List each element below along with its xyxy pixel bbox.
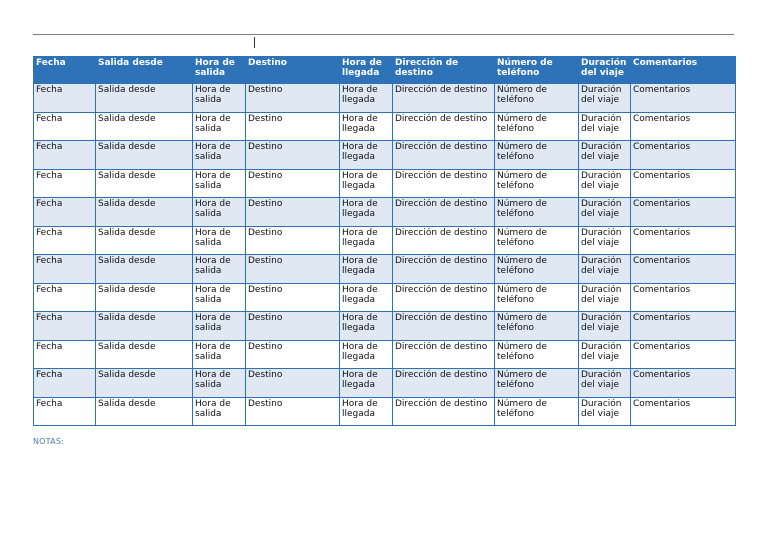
table-row[interactable] <box>34 283 736 312</box>
text-cursor <box>254 37 255 48</box>
cell-duracion-del-viaje[interactable]: Duración del viaje <box>579 397 631 426</box>
header-duracion-del-viaje: Duración del viaje <box>579 57 631 84</box>
cell-comentarios[interactable]: Comentarios <box>631 369 736 398</box>
table-row[interactable] <box>34 255 736 284</box>
cell-fecha[interactable]: Fecha <box>34 169 96 198</box>
cell-hora-de-salida[interactable]: Hora de salida <box>193 312 246 341</box>
cell-direccion-de-destino[interactable]: Dirección de destino <box>393 141 495 170</box>
cell-salida-desde[interactable]: Salida desde <box>96 369 193 398</box>
cell-destino[interactable]: Destino <box>246 369 340 398</box>
header-numero-de-telefono: Número de teléfono <box>495 57 579 84</box>
cell-duracion-del-viaje[interactable]: Duración del viaje <box>579 226 631 255</box>
table-row[interactable] <box>34 169 736 198</box>
cell-hora-de-llegada[interactable]: Hora de llegada <box>340 312 393 341</box>
table-row[interactable] <box>34 369 736 398</box>
cell-duracion-del-viaje[interactable]: Duración del viaje <box>579 169 631 198</box>
cell-fecha[interactable]: Fecha <box>34 226 96 255</box>
cell-comentarios[interactable]: Comentarios <box>631 340 736 369</box>
header-direccion-de-destino: Dirección de destino <box>393 57 495 84</box>
header-destino: Destino <box>246 57 340 84</box>
cell-numero-de-telefono[interactable]: Número de teléfono <box>495 255 579 284</box>
cell-hora-de-llegada[interactable]: Hora de llegada <box>340 283 393 312</box>
cell-salida-desde[interactable]: Salida desde <box>96 283 193 312</box>
cell-hora-de-llegada[interactable]: Hora de llegada <box>340 340 393 369</box>
cell-comentarios[interactable]: Comentarios <box>631 141 736 170</box>
cell-duracion-del-viaje[interactable]: Duración del viaje <box>579 283 631 312</box>
cell-destino[interactable]: Destino <box>246 84 340 113</box>
cell-comentarios[interactable]: Comentarios <box>631 312 736 341</box>
cell-hora-de-salida[interactable]: Hora de salida <box>193 397 246 426</box>
cell-destino[interactable]: Destino <box>246 226 340 255</box>
cell-numero-de-telefono[interactable]: Número de teléfono <box>495 397 579 426</box>
cell-hora-de-salida[interactable]: Hora de salida <box>193 255 246 284</box>
table-row[interactable] <box>34 226 736 255</box>
cell-hora-de-llegada[interactable]: Hora de llegada <box>340 226 393 255</box>
cell-destino[interactable]: Destino <box>246 283 340 312</box>
cell-destino[interactable]: Destino <box>246 112 340 141</box>
cell-duracion-del-viaje[interactable]: Duración del viaje <box>579 369 631 398</box>
cell-direccion-de-destino[interactable]: Dirección de destino <box>393 312 495 341</box>
cell-salida-desde[interactable]: Salida desde <box>96 312 193 341</box>
cell-fecha[interactable]: Fecha <box>34 112 96 141</box>
cell-fecha[interactable]: Fecha <box>34 255 96 284</box>
cell-hora-de-salida[interactable]: Hora de salida <box>193 369 246 398</box>
cell-direccion-de-destino[interactable]: Dirección de destino <box>393 198 495 227</box>
cell-hora-de-salida[interactable]: Hora de salida <box>193 198 246 227</box>
cell-hora-de-llegada[interactable]: Hora de llegada <box>340 397 393 426</box>
cell-fecha[interactable]: Fecha <box>34 283 96 312</box>
itinerary-table <box>33 56 736 426</box>
cell-numero-de-telefono[interactable]: Número de teléfono <box>495 169 579 198</box>
cell-destino[interactable]: Destino <box>246 141 340 170</box>
cell-hora-de-salida[interactable]: Hora de salida <box>193 141 246 170</box>
header-salida-desde: Salida desde <box>96 57 193 84</box>
cell-hora-de-llegada[interactable]: Hora de llegada <box>340 112 393 141</box>
cell-direccion-de-destino[interactable]: Dirección de destino <box>393 340 495 369</box>
header-hora-de-llegada: Hora de llegada <box>340 57 393 84</box>
cell-salida-desde[interactable]: Salida desde <box>96 340 193 369</box>
cell-salida-desde[interactable]: Salida desde <box>96 226 193 255</box>
cell-direccion-de-destino[interactable]: Dirección de destino <box>393 226 495 255</box>
table-row[interactable] <box>34 84 736 113</box>
header-comentarios: Comentarios <box>631 57 736 84</box>
cell-duracion-del-viaje[interactable]: Duración del viaje <box>579 312 631 341</box>
header-rule <box>33 34 734 35</box>
cell-comentarios[interactable]: Comentarios <box>631 84 736 113</box>
cell-numero-de-telefono[interactable]: Número de teléfono <box>495 226 579 255</box>
cell-hora-de-llegada[interactable]: Hora de llegada <box>340 169 393 198</box>
cell-salida-desde[interactable]: Salida desde <box>96 169 193 198</box>
cell-numero-de-telefono[interactable]: Número de teléfono <box>495 283 579 312</box>
cell-hora-de-llegada[interactable]: Hora de llegada <box>340 198 393 227</box>
cell-direccion-de-destino[interactable]: Dirección de destino <box>393 255 495 284</box>
cell-hora-de-llegada[interactable]: Hora de llegada <box>340 141 393 170</box>
cell-destino[interactable]: Destino <box>246 312 340 341</box>
cell-fecha[interactable]: Fecha <box>34 312 96 341</box>
cell-comentarios[interactable]: Comentarios <box>631 397 736 426</box>
cell-numero-de-telefono[interactable]: Número de teléfono <box>495 198 579 227</box>
table-row[interactable] <box>34 198 736 227</box>
cell-duracion-del-viaje[interactable]: Duración del viaje <box>579 255 631 284</box>
cell-salida-desde[interactable]: Salida desde <box>96 84 193 113</box>
cell-salida-desde[interactable]: Salida desde <box>96 198 193 227</box>
cell-direccion-de-destino[interactable]: Dirección de destino <box>393 369 495 398</box>
cell-numero-de-telefono[interactable]: Número de teléfono <box>495 340 579 369</box>
cell-hora-de-llegada[interactable]: Hora de llegada <box>340 84 393 113</box>
cell-numero-de-telefono[interactable]: Número de teléfono <box>495 112 579 141</box>
cell-direccion-de-destino[interactable]: Dirección de destino <box>393 397 495 426</box>
cell-comentarios[interactable]: Comentarios <box>631 169 736 198</box>
cell-destino[interactable]: Destino <box>246 255 340 284</box>
cell-salida-desde[interactable]: Salida desde <box>96 255 193 284</box>
cell-hora-de-llegada[interactable]: Hora de llegada <box>340 255 393 284</box>
cell-fecha[interactable]: Fecha <box>34 84 96 113</box>
cell-fecha[interactable]: Fecha <box>34 141 96 170</box>
cell-fecha[interactable]: Fecha <box>34 369 96 398</box>
table-row[interactable] <box>34 340 736 369</box>
cell-direccion-de-destino[interactable]: Dirección de destino <box>393 169 495 198</box>
table-row[interactable] <box>34 397 736 426</box>
cell-comentarios[interactable]: Comentarios <box>631 283 736 312</box>
table-row[interactable] <box>34 312 736 341</box>
cell-hora-de-llegada[interactable]: Hora de llegada <box>340 369 393 398</box>
cell-duracion-del-viaje[interactable]: Duración del viaje <box>579 112 631 141</box>
cell-hora-de-salida[interactable]: Hora de salida <box>193 340 246 369</box>
cell-duracion-del-viaje[interactable]: Duración del viaje <box>579 198 631 227</box>
cell-duracion-del-viaje[interactable]: Duración del viaje <box>579 141 631 170</box>
table-header-row <box>34 57 736 84</box>
header-hora-de-salida: Hora de salida <box>193 57 246 84</box>
cell-destino[interactable]: Destino <box>246 397 340 426</box>
cell-fecha[interactable]: Fecha <box>34 397 96 426</box>
cell-comentarios[interactable]: Comentarios <box>631 112 736 141</box>
cell-numero-de-telefono[interactable]: Número de teléfono <box>495 84 579 113</box>
cell-destino[interactable]: Destino <box>246 169 340 198</box>
cell-fecha[interactable]: Fecha <box>34 340 96 369</box>
cell-comentarios[interactable]: Comentarios <box>631 226 736 255</box>
cell-destino[interactable]: Destino <box>246 340 340 369</box>
cell-numero-de-telefono[interactable]: Número de teléfono <box>495 141 579 170</box>
cell-direccion-de-destino[interactable]: Dirección de destino <box>393 283 495 312</box>
notes-label: NOTAS: <box>33 437 64 446</box>
cell-fecha[interactable]: Fecha <box>34 198 96 227</box>
table-row[interactable] <box>34 141 736 170</box>
cell-numero-de-telefono[interactable]: Número de teléfono <box>495 369 579 398</box>
cell-destino[interactable]: Destino <box>246 198 340 227</box>
cell-comentarios[interactable]: Comentarios <box>631 198 736 227</box>
cell-hora-de-salida[interactable]: Hora de salida <box>193 283 246 312</box>
cell-hora-de-salida[interactable]: Hora de salida <box>193 226 246 255</box>
cell-direccion-de-destino[interactable]: Dirección de destino <box>393 84 495 113</box>
table-row[interactable] <box>34 112 736 141</box>
cell-salida-desde[interactable]: Salida desde <box>96 141 193 170</box>
cell-salida-desde[interactable]: Salida desde <box>96 112 193 141</box>
cell-duracion-del-viaje[interactable]: Duración del viaje <box>579 340 631 369</box>
cell-salida-desde[interactable]: Salida desde <box>96 397 193 426</box>
cell-duracion-del-viaje[interactable]: Duración del viaje <box>579 84 631 113</box>
cell-hora-de-salida[interactable]: Hora de salida <box>193 84 246 113</box>
header-fecha: Fecha <box>34 57 96 84</box>
cell-numero-de-telefono[interactable]: Número de teléfono <box>495 312 579 341</box>
cell-comentarios[interactable]: Comentarios <box>631 255 736 284</box>
cell-direccion-de-destino[interactable]: Dirección de destino <box>393 112 495 141</box>
cell-hora-de-salida[interactable]: Hora de salida <box>193 169 246 198</box>
cell-hora-de-salida[interactable]: Hora de salida <box>193 112 246 141</box>
